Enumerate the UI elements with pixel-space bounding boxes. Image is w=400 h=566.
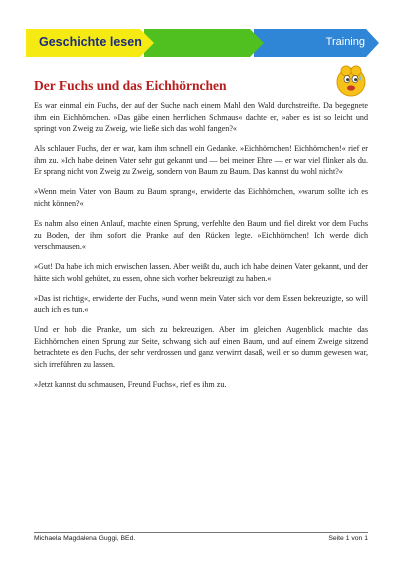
paragraph: »Das ist richtig«, erwiderte der Fuchs, »und wenn mein Vater sich vor dem Essen bekreuzigte, so will auch ich es tun.« [34, 293, 368, 315]
footer-page-number: Seite 1 von 1 [328, 535, 368, 542]
paragraph: »Gut! Da habe ich mich erwischen lassen. Aber weißt du, auch ich habe deinen Vater gekannt, und der hätte sich wohl gehütet, zu essen, ohne sich vorher bekreuzigt zu haben.« [34, 262, 368, 283]
paragraph: »Wenn mein Vater von Baum zu Baum sprang«, erwiderte das Eichhörnchen, »warum sollte ich es nicht können?« [34, 187, 368, 208]
smiley-icon [334, 63, 368, 97]
paragraph: Es nahm also einen Anlauf, machte einen Sprung, verfehlte den Baum und fiel direkt vor dem Fuchs zu Boden, der ihm sofort die Pranke auf den Rücken legte. »Eichhörnchen! Ich werde dich verschmausen.« [34, 218, 368, 252]
banner-title: Geschichte lesen [39, 35, 142, 49]
paragraph: Es war einmal ein Fuchs, der auf der Suche nach einem Mahl den Wald durchstreifte. Da begegnete ihm ein Eichhörnchen. »Das gäbe einen herrlichen Schmaus« dachte er, »aber es ist so leicht und springt von Zweig zu Zweig, wie ließe sich das wohl fangen?« [34, 101, 368, 134]
paragraph: Als schlauer Fuchs, der er war, kam ihm schnell ein Gedanke. »Eichhörnchen! Eichhörnchen!« rief er ihm zu. »Ich habe deinen Vater sehr gut gekannt und — bei meiner Ehre — er war viel flinker als du. Er sprang nicht von Zweig zu Zweig, sondern von Baum zu Baum. Das kannst du wohl nicht?« [34, 144, 368, 177]
document-title: Der Fuchs und das Eichhörnchen [34, 78, 227, 93]
footer-author: Michaela Magdalena Guggi, BEd. [34, 535, 136, 542]
story-text [34, 100, 368, 399]
paragraph: Und er hob die Pranke, um sich zu bekreuzigen. Aber im gleichen Augenblick machte das Eichhörnchen einen Sprung zur Seite, schwang sich auf einen Baum, und auf einem Zweige sitzend betrachtete es den Fuchs, der sehr verdrossen und ganz verwirrt dasaß, weil er so dumm gewesen war, sich irreführen zu lassen. [34, 325, 368, 370]
banner-tag: Training [325, 36, 365, 48]
banner-green-segment [144, 29, 264, 57]
paragraph: »Jetzt kannst du schmausen, Freund Fuchs«, rief es ihm zu. [34, 380, 227, 390]
header-banner [26, 29, 379, 57]
footer-divider [34, 532, 368, 533]
